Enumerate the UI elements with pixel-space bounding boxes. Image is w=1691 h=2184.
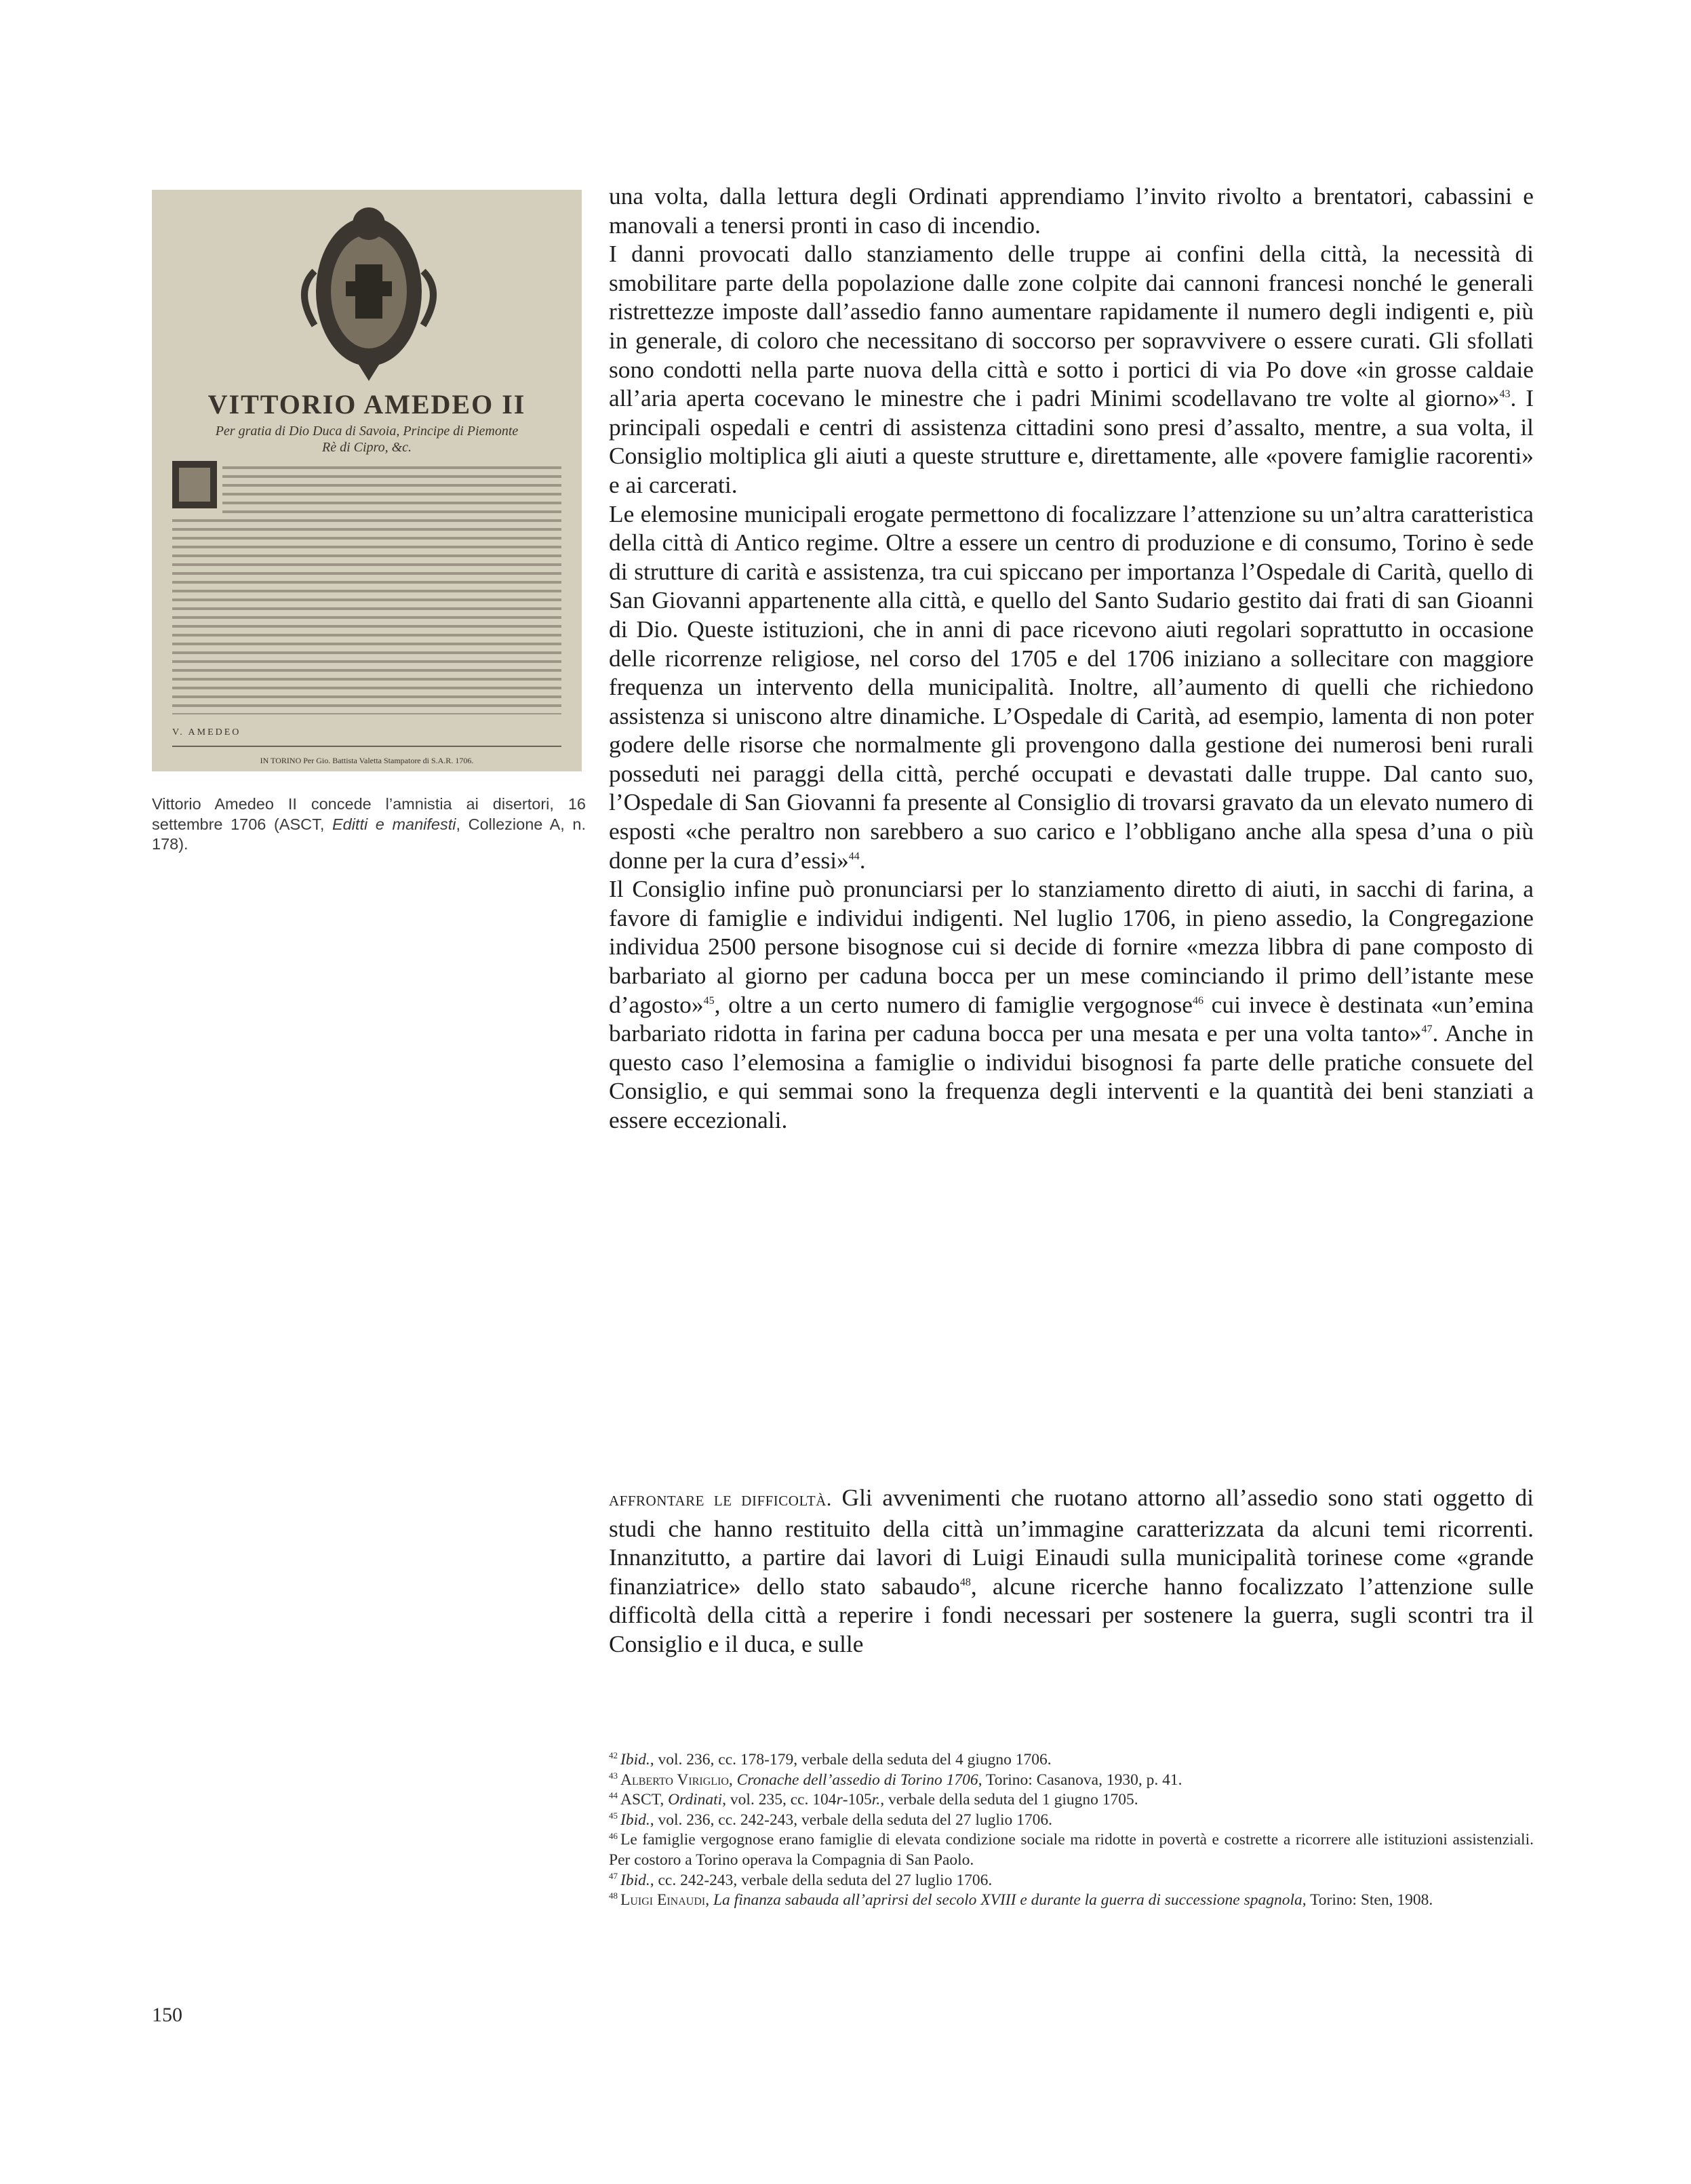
edict-signature: V. AMEDEO [172, 727, 241, 737]
footnote-ref-45[interactable]: 45 [703, 994, 715, 1007]
figure-caption: Vittorio Amedeo II concede l’amnistia ai disertori, 16 settembre 1706 (ASCT, Editti e manifesti, Collezione A, n. 178). [152, 795, 586, 853]
footnote-ref-47[interactable]: 47 [1421, 1024, 1433, 1036]
paragraph-4: Il Consiglio infine può pronunciarsi per lo stanziamento diretto di aiuti, in sacchi di farina, a favore di famiglie e individui indigenti. Nel luglio 1706, in pieno assedio, la Congregazione individua 2500 persone bisognose cui si decide di fornire «mezza libbra di pane composto di barbariato al giorno per caduna bocca per un mese cominciando il primo dell’istante mese d’agosto»$^{45}$, oltre a un certo numero di famiglie vergognose$^{46}$ cui invece è destinata «un’emina barbariato ridotta in farina per caduna bocca per una mesata e per una volta tanto»$^{47}$. Anche in questo caso l’elemosina a famiglie o individui bisognosi fa parte delle pratiche consuete del Consiglio, e qui semmai sono la frequenza degli interventi e la quantità dei beni stanziati a essere eccezionali. [609, 875, 1534, 1133]
footnote-42: $^{42}$ Ibid., vol. 236, cc. 178-179, verbale della seduta del 4 giugno 1706. [609, 1750, 1052, 1768]
footnote-43: $^{43}$ Alberto Viriglio, Cronache dell’assedio di Torino 1706, Torino: Casanova, 1930, p. 41. [609, 1770, 1182, 1789]
footnote-47: $^{47}$ Ibid., cc. 242-243, verbale della seduta del 27 luglio 1706. [609, 1870, 993, 1889]
section-paragraph: affrontare le difficoltà. Gli avvenimenti che ruotano attorno all’assedio sono stati oggetto di studi che hanno restituito della città un’immagine caratterizzata da alcuni temi ricorrenti. Innanzitutto, a partire dai lavori di Luigi Einaudi sulla municipalità torinese come «grande finanziatrice» dello stato sabaudo$^{48}$, alcune ricerche hanno focalizzato l’attenzione sulle difficoltà della città a reperire i fondi necessari per sostenere la guerra, sugli scontri tra il Consiglio e il duca, e sulle [609, 1484, 1534, 1657]
footnotes [609, 1750, 1534, 1911]
footnote-46: $^{46}$ Le famiglie vergognose erano famiglie di elevata condizione sociale ma ridotte in povertà e costrette a ricorrere alle istituzioni assistenziali. Per costoro a Torino operava la Compagnia di San Paolo. [609, 1830, 1534, 1869]
footnote-ref-48[interactable]: 48 [959, 1576, 971, 1588]
footnote-ref-43[interactable]: 43 [1499, 388, 1511, 401]
paragraph-1: una volta, dalla lettura degli Ordinati apprendiamo l’invito rivolto a brentatori, cabassini e manovali a tenersi pronti in caso di incendio. [609, 182, 1534, 239]
paragraph-3: Le elemosine municipali erogate permettono di focalizzare l’attenzione su un’altra caratteristica della città di Antico regime. Oltre a essere un centro di produzione e di consumo, Torino è sede di strutture di carità e assistenza, tra cui spiccano per importanza l’Ospedale di Carità, quello di San Giovanni appartenente alla città, e quello del Santo Sudario gestito dai frati di san Gioanni di Dio. Queste istituzioni, che in anni di pace ricevono aiuti regolari soprattutto in occasione delle ricorrenze religiose, nel corso del 1705 e del 1706 iniziano a sollecitare con maggiore frequenza un intervento della municipalità. Inoltre, all’aumento di quelli che richiedono assistenza si uniscono altre dinamiche. L’Ospedale di Carità, ad esempio, lamenta di non poter godere delle risorse che normalmente gli provengono dalla gestione dei numerosi beni rurali posseduti nei paraggi della città, perché occupati e devastati dalle truppe. Dal canto suo, l’Ospedale di San Giovanni fa presente al Consiglio di trovarsi gravato da un elevato numero di esposti «che peraltro non sarebbero a suo carico e l’obbligano anche alla spesa d’una o più donne per la cura d’essi»$^{44}$. [609, 500, 1534, 874]
footnote-ref-44[interactable]: 44 [848, 850, 860, 862]
paragraph-2: I danni provocati dallo stanziamento delle truppe ai confini della città, la necessità di smobilitare parte della popolazione dalle zone colpite dai cannoni francesi nonché le generali ristrettezze imposte dall’assedio fanno aumentare rapidamente il numero degli indigenti e, più in generale, di coloro che necessitano di soccorso per sopravvivere o essere curati. Gli sfollati sono condotti nella parte nuova della città e sotto i portici di via Po dove «in grosse caldaie all’aria aperta cocevano le minestre che i padri Minimi scodellavano tre volte al giorno»$^{43}$. I principali ospedali e centri di assistenza cittadini sono presi d’assalto, mentre, a sua volta, il Consiglio moltiplica gli aiuti a queste strutture e, direttamente, alle «povere famiglie racorenti» e ai carcerati. [609, 240, 1534, 498]
footnote-48: $^{48}$ Luigi Einaudi, La finanza sabauda all’aprirsi del secolo XVIII e durante la guerra di successione spagnola, Torino: Sten, 1908. [609, 1890, 1433, 1909]
footnote-45: $^{45}$ Ibid., vol. 236, cc. 242-243, verbale della seduta del 27 luglio 1706. [609, 1810, 1052, 1829]
footnote-44: $^{44}$ ASCT, Ordinati, vol. 235, cc. 104r-105r., verbale della seduta del 1 giugno 1705. [609, 1790, 1138, 1809]
section-heading: affrontare le difficoltà. [609, 1488, 832, 1510]
edict-heading: VITTORIO AMEDEO II [207, 389, 526, 420]
edict-subtitle-1: Per gratia di Dio Duca di Savoia, Principe di Piemonte [215, 424, 519, 439]
edict-image [152, 190, 582, 771]
page-number: 150 [152, 2004, 182, 2026]
footnote-ref-46[interactable]: 46 [1192, 994, 1203, 1007]
edict-footer: IN TORINO Per Gio. Battista Valetta Stampatore di S.A.R. 1706. [260, 756, 474, 765]
section-affrontare [609, 1483, 1534, 1659]
main-text [609, 182, 1534, 1135]
edict-subtitle-2: Rè di Cipro, &c. [321, 440, 412, 455]
edict-illustration [152, 190, 582, 771]
